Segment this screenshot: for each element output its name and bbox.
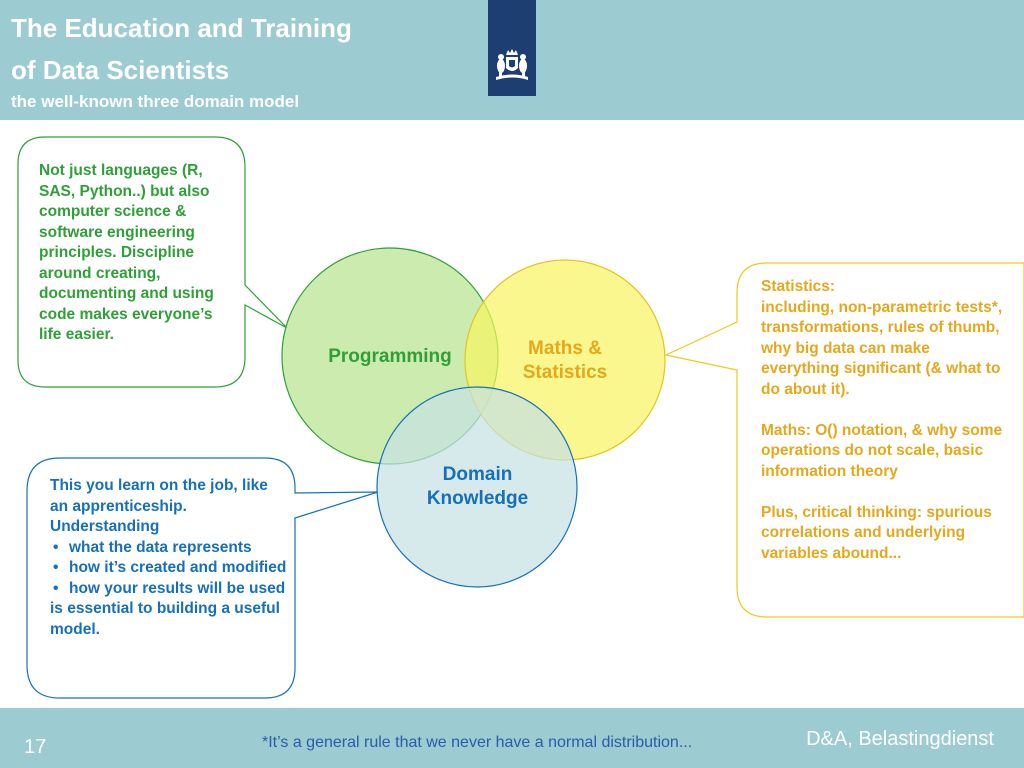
- maths-statistics-note: [761, 277, 1011, 585]
- domain-label-line2: Knowledge: [426, 488, 529, 509]
- critical-thinking-paragraph: Plus, critical thinking: spurious correlations and underlying variables abound...: [761, 503, 992, 562]
- maths-label-line1: Maths &: [528, 338, 602, 359]
- page-title: The Education and Training: [11, 13, 352, 43]
- page-number: 17: [24, 736, 47, 758]
- page-title-line2: of Data Scientists: [11, 55, 230, 85]
- domain-knowledge-label: [405, 463, 550, 511]
- domain-intro: This you learn on the job, like an apprenticeship. Understanding: [50, 477, 268, 535]
- footnote: *It’s a general rule that we never have a normal distribution...: [262, 734, 693, 751]
- programming-label: [310, 345, 470, 369]
- statistics-text: including, non-parametric tests*, transformations, rules of thumb, why big data can make everything significant (& what to do about it).: [761, 298, 1003, 398]
- list-item: • what the data represents: [50, 538, 290, 559]
- list-item: • how it’s created and modified: [50, 558, 290, 579]
- maths-label-line2: Statistics: [522, 362, 608, 383]
- statistics-heading: Statistics:: [761, 278, 836, 295]
- programming-note: Not just languages (R, SAS, Python..) but also computer science & software engineering principles. Discipline around creating, documenting and using code makes everyone’s life easier.: [39, 162, 214, 343]
- domain-label-line1: Domain: [442, 464, 513, 485]
- list-item: • how your results will be used: [50, 579, 290, 600]
- domain-outro: is essential to building a useful model.: [50, 600, 280, 638]
- domain-knowledge-note: [50, 476, 290, 640]
- organization-label: D&A, Belastingdienst: [806, 728, 994, 750]
- programming-label-text: Programming: [328, 346, 452, 367]
- page-subtitle: the well-known three domain model: [11, 92, 300, 111]
- statistics-paragraph: [761, 277, 1011, 400]
- maths-paragraph: Maths: O() notation, & why some operations do not scale, basic information theory: [761, 421, 1003, 480]
- domain-bullet-list: [50, 538, 290, 600]
- maths-statistics-label: [500, 337, 630, 385]
- footer-banner: [0, 708, 1024, 768]
